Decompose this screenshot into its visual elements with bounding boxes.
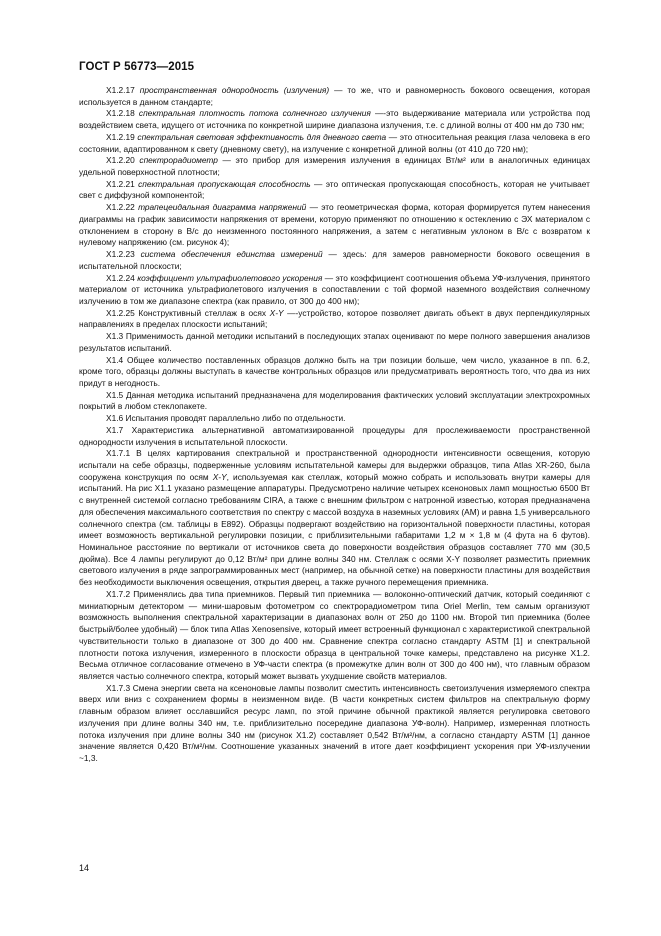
clause-x1-2-23: X1.2.23 система обеспечения единства измерений — здесь: для замеров равномерности бокового освещения в испытательной плоскости; <box>79 249 590 271</box>
clause-x1-7-1: X1.7.1 В целях картирования спектральной и пространственной однородности интенсивности освещения, которую испытали на себе образцы, подверженные условиям испытательной камеры для выдержки образцов, типа Atlas XR-260, была сооружена конструкция по осям X-Y, используемая как стеллаж, который можно собрать и использовать внутри камеры для испытаний. На рис X1.1 указано размещение аппаратуры. Предусмотрено наличие четырех ксеноновых ламп мощностью 6500 Вт с внутренней системой согласно требованиям CIRA, а также с внешним фильтром с натронной известью, которая предназначена для обеспечения максимального соответствия по спектру с массой воздуха в наземных условиях (АМ) и равна 1,5 универсального солнечного спектра (см. таблицы в E892). Образцы подвергают воздействию на горизонтальной поверхности пластины, которая имеет возможность вертикальной регулировки позиции, с приблизительными габаритами 1,2 м × 1,8 м (4 фута на 6 футов). Номинальное расстояние по вертикали от источников света до поверхности воздействия образцов составляет 770 мм (30,5 дюйма). Все 4 лампы регулируют до 0,12 Вт/м² при длине волны 340 нм. Стеллаж с осями X-Y позволяет разместить приемник светового излучения в ряде запрограммированных мест (например, на обычной сетке) на поверхности пластины для воздействия без необходимости выключения освещения, открытия дверец, а также ручного перемещения приемника. <box>79 448 590 588</box>
clause-x1-5: X1.5 Данная методика испытаний предназначена для моделирования фактических условий эксплуатации электрохромных покрытий в любом стеклопакете. <box>79 389 590 412</box>
clause-x1-2-21: X1.2.21 спектральная пропускающая способность — это оптическая пропускающая способность, которая не учитывает свет с диффузной компонентой; <box>79 178 590 201</box>
clause-x1-2-22: X1.2.22 трапецеидальная диаграмма напряжений — это геометрическая форма, которая формируется путем нанесения диаграммы на график зависимости напряжения от времени, которую применяют по отношению к остеклению с ЭХ материалом с отклонением в сторону в В/с до неизменного постоянного напряжения, а затем с негативным уклоном в В/с с возвратом к нулевому напряжению (см. рисунок 4); <box>79 202 590 248</box>
clause-x1-7-3: X1.7.3 Смена энергии света на ксеноновые лампы позволит сместить интенсивность светоизлучения измеряемого спектра вверх или вниз с сохранением формы в неизменном виде. (В части конкретных систем фильтров на спектральную форму главным образом влияет осславшийся ресурс ламп, по этой причине обычной практикой является регулировка светового излучения при длине волны 340 нм, т.е. приблизительно посередине диапазона УФ-волн). Например, измеренная плотность потока излучения при длине волны 340 нм (рисунок X1.2) составляет 0,542 Вт/м²/нм, а согласно стандарту ASTM [1] данное значение является 0,420 Вт/м²/нм. Соотношение указанных значений в итоге дает коэффициент ускорения при УФ-излучении ~1,3. <box>79 682 590 763</box>
clause-x1-4: X1.4 Общее количество поставленных образцов должно быть на три позиции больше, чем число, указанное в пп. 6.2, кроме того, образцы должны выступать в качестве контрольных образцов или предусматривать вероятность того, что два из них придут в негодность. <box>79 354 590 388</box>
document-body <box>79 85 590 765</box>
clause-x1-7-2: X1.7.2 Применялись два типа приемников. Первый тип приемника — волоконно-оптический датчик, который соединяют с миниатюрным детектором — мини-шаровым фотометром со спектрорадиометром типа Oriel Merlin, тем самым организуют возможность выполнения спектральной характеризации в диапазонах волн от 250 до 1100 нм. Второй тип приемника (более быстрый/более удобный) — блок типа Atlas Xenosensive, который имеет встроенный функционал с характеристикой спектральной чувствительности только в диапазоне от 300 до 400 нм. Сравнение спектра согласно стандарту ASTM [1] и спектральной плотности потока излучения, измеренного в плоскости образца в центральной точке камеры, представлено на рисунке X1.2. Весьма отличное согласование отмечено в УФ-части спектра (в промежутке длин волн от 300 до 400 нм), что главным образом является частью солнечного спектра, который может вызвать ухудшение свойств материалов. <box>79 588 590 681</box>
clause-x1-2-18: X1.2.18 спектральная плотность потока солнечного излучения —-это выдерживание материала или устройства под воздействием света, идущего от источника по конкретной ширине диапазона излучения, т.е. с длиной волны от 400 нм до 730 нм; <box>79 108 590 131</box>
clause-x1-6: X1.6 Испытания проводят параллельно либо по отдельности. <box>106 413 346 424</box>
clause-x1-2-17: X1.2.17 пространственная однородность (излучения) — то же, что и равномерность бокового освещения, которая используется в данном стандарте; <box>79 85 590 107</box>
clause-x1-7: X1.7 Характеристика альтернативной автоматизированной процедуры для прослеживаемости пространственной однородности излучения в испытательной плоскости. <box>79 424 590 447</box>
clause-x1-3: X1.3 Применимость данной методики испытаний в последующих этапах оценивают по мере полного завершения анализов результатов испытаний. <box>79 331 590 353</box>
page-number: 14 <box>79 863 90 873</box>
clause-x1-2-19: X1.2.19 спектральная световая эффективность для дневного света — это относительная реакция глаза человека в его состоянии, адаптированном к свету (дневному свету), на излучение с конкретной длиной волны (от 410 до 720 нм); <box>79 131 590 154</box>
clause-x1-2-25: X1.2.25 Конструктивный стеллаж в осях X-Y —-устройство, которое позволяет двигать объект в двух перпендикулярных направлениях в пределах плоскости испытаний; <box>79 307 590 330</box>
clause-x1-2-24: X1.2.24 коэффициент ультрафиолетового ускорения — это коэффициент соотношения объема УФ-излучения, принятого материалом от источника ультрафиолетового излучения в сопоставлении с той формой наземного воздействия солнечному излучению в том же диапазоне спектра (как правило, от 300 до 400 нм); <box>79 272 590 306</box>
standard-title: ГОСТ Р 56773—2015 <box>79 61 195 73</box>
clause-x1-2-20: X1.2.20 спектрорадиометр — это прибор для измерения излучения в единицах Вт/м² или в аналогичных единицах удельной поверхностной плотности; <box>79 155 590 178</box>
